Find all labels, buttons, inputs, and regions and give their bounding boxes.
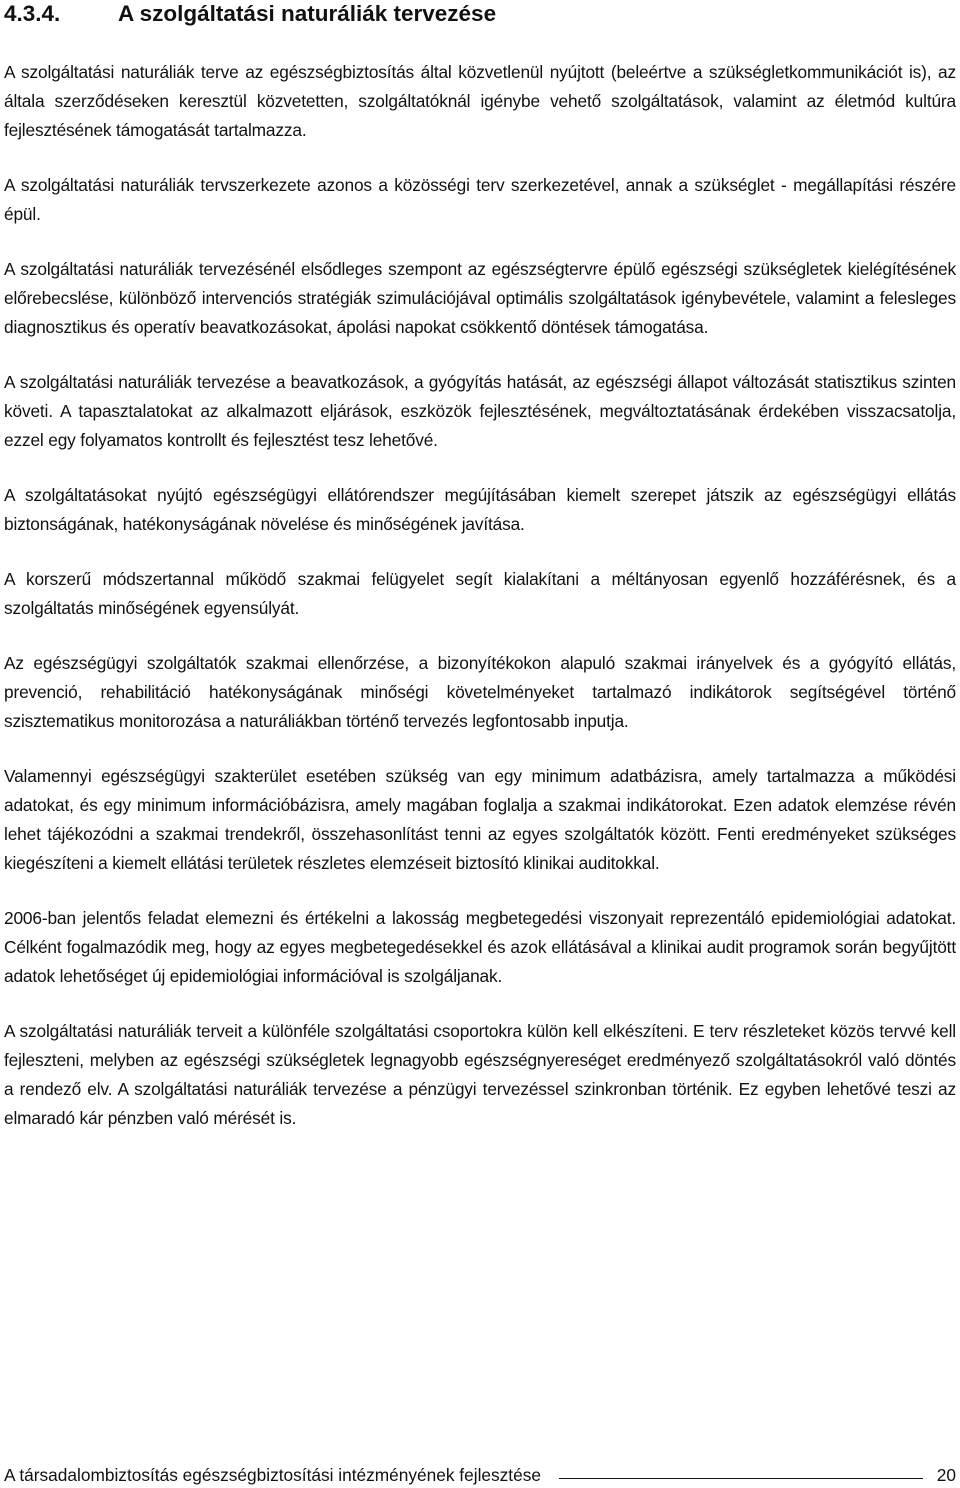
paragraph: A szolgáltatási naturáliák terveit a különféle szolgáltatási csoportokra külön kell elkészíteni. E terv részleteket közös tervvé kell fejleszteni, melyben az egészségi szükségletek legnagyobb egészségnyereséget eredményező szolgáltatásokról való döntés a rendező elv. A szolgáltatási naturáliák tervezése a pénzügyi tervezéssel szinkronban történik. Ez egyben lehetővé teszi az elmaradó kár pénzben való mérését is. xyxy=(4,1021,956,1128)
page-footer xyxy=(4,1462,956,1488)
section-heading xyxy=(4,0,956,28)
paragraph: 2006-ban jelentős feladat elemezni és értékelni a lakosság megbetegedési viszonyait reprezentáló epidemiológiai adatokat. Célként fogalmazódik meg, hogy az egyes megbetegedésekkel és azok ellátásával a klinikai audit programok során begyűjtött adatok lehetőséget új epidemiológiai információval is szolgáljanak. xyxy=(4,908,956,986)
page-number: 20 xyxy=(936,1465,956,1485)
document-page xyxy=(4,0,956,1488)
paragraph: A szolgáltatási naturáliák terve az egészségbiztosítás által közvetlenül nyújtott (beleértve a szükségletkommunikációt is), az általa szerződéseken keresztül közvetetten, szolgáltatóknál igénybe vehető szolgáltatások, valamint az életmód kultúra fejlesztésének támogatását tartalmazza. xyxy=(4,62,956,140)
paragraph: Az egészségügyi szolgáltatók szakmai ellenőrzése, a bizonyítékokon alapuló szakmai irányelvek és a gyógyító ellátás, prevenció, rehabilitáció hatékonyságának minőségi követelményeket tartalmazó indikátorok segítségével történő szisztematikus monitorozása a naturáliákban történő tervezés legfontosabb inputja. xyxy=(4,653,956,731)
footer-title: A társadalombiztosítás egészségbiztosítási intézményének fejlesztése xyxy=(4,1465,541,1485)
paragraph: A korszerű módszertannal működő szakmai felügyelet segít kialakítani a méltányosan egyenlő hozzáférésnek, és a szolgáltatás minőségének egyensúlyát. xyxy=(4,569,956,618)
footer-rule xyxy=(559,1478,923,1479)
paragraph: A szolgáltatási naturáliák tervezése a beavatkozások, a gyógyítás hatását, az egészségi állapot változását statisztikus szinten követi. A tapasztalatokat az alkalmazott eljárások, eszközök fejlesztésének, megváltoztatásának érdekében visszacsatolja, ezzel egy folyamatos kontrollt és fejlesztést tesz lehetővé. xyxy=(4,372,956,450)
paragraph: A szolgáltatásokat nyújtó egészségügyi ellátórendszer megújításában kiemelt szerepet játszik az egészségügyi ellátás biztonságának, hatékonyságának növelése és minőségének javítása. xyxy=(4,485,956,534)
section-title: A szolgáltatási naturáliák tervezése xyxy=(118,1,497,26)
paragraph: Valamennyi egészségügyi szakterület esetében szükség van egy minimum adatbázisra, amely tartalmazza a működési adatokat, és egy minimum információbázisra, amely magában foglalja a szakmai indikátorokat. Ezen adatok elemzése révén lehet tájékozódni a szakmai trendekről, összehasonlítást tenni az egyes szolgáltatók között. Fenti eredményeket szükséges kiegészíteni a kiemelt ellátási területek részletes elemzéseit biztosító klinikai auditokkal. xyxy=(4,766,956,873)
section-number: 4.3.4. xyxy=(4,1,61,26)
paragraph: A szolgáltatási naturáliák tervezésénél elsődleges szempont az egészségtervre épülő egészségi szükségletek kielégítésének előrebecslése, különböző intervenciós stratégiák szimulációjával optimális szolgáltatások igénybevétele, valamint a felesleges diagnosztikus és operatív beavatkozásokat, ápolási napokat csökkentő döntések támogatása. xyxy=(4,259,956,337)
body-text xyxy=(4,58,956,1159)
paragraph: A szolgáltatási naturáliák tervszerkezete azonos a közösségi terv szerkezetével, annak a szükséglet - megállapítási részére épül. xyxy=(4,175,956,224)
